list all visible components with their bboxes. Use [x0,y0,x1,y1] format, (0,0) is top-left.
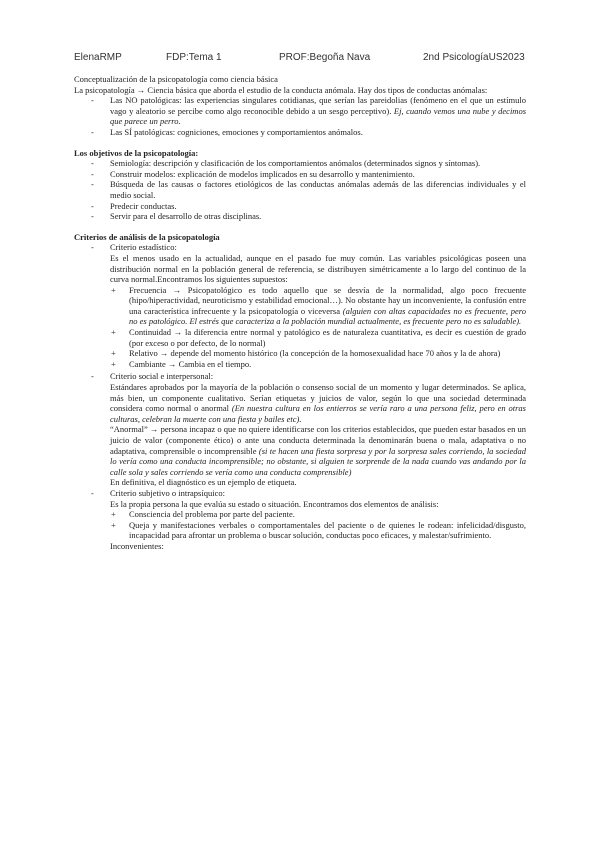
intro-title: Conceptualización de la psicopatología como ciencia básica [74,74,278,84]
list-item: - Predecir conductas. [74,201,526,212]
criterion-body: Es la propia persona la que evalúa su estado o situación. Encontramos dos elementos de análisis: [110,498,439,509]
criterion-label: - Criterio social e interpersonal: [74,371,526,382]
list-item: - Servir para el desarrollo de otras disciplinas. [74,211,526,222]
drawbacks-label: Inconvenientes: [110,540,164,551]
criterion-body [74,424,526,477]
list-item: + Continuidad → la diferencia entre normal y patológico es de naturaleza cuantitativa, es decir es cuestión de grado (por exceso o por defecto, de lo normal) [74,327,526,348]
criterion-body [74,382,526,424]
point-example: (alguien con altas capacidades no es frecuente, pero no es patológico. El estrés que caracteriza a la población mundial actualmente, es frecuente pero no es saludable). [129,305,526,327]
anormal-text: “Anormal” → persona incapaz o que no quiere identificarse con los criterios establecidos, que pueden estar basados en un juicio de valor (componente ético) o ante una conducta determinada la denominarán buena o mala, adaptativa o no adaptativa, comprensible o incomprensible [110,424,526,456]
anormal-example: (si te hacen una fiesta sorpresa y por la sorpresa sales corriendo, la sociedad lo vería como una conducta incomprensible; no obstante, si alguien te sorprende de la nada cuando vas andando por la calle sola y sales corriendo se vería como una conducta comprensible) [110,445,526,477]
objectives-title: Los objetivos de la psicopatología [74,147,196,158]
objectives-heading: Los objetivos de la psicopatología: [74,147,199,158]
professor-label: PROF:Begoña Nava [279,52,371,63]
list-item: + Consciencia del problema por parte del paciente. [74,509,526,520]
list-item [74,127,526,138]
subject-label: FDP:Tema 1 [166,52,222,63]
page-header [74,52,554,66]
document-body [74,74,526,552]
list-item: + Queja y manifestaciones verbales o comportamentales del paciente o de quienes le rodean: infelicidad/disgusto, incapacidad para afrontar un problema o buscar solución, conductas poco eficaces, y malestar/sufrimiento. [74,520,526,541]
list-item: - Construir modelos: explicación de modelos implicados en su desarrollo y mantenimiento. [74,169,526,180]
social-body: Estándares aprobados por la mayoría de la población o consenso social de un momento y lugar determinados. Se aplica, más bien, un componente cualitativo. Serían etiquetas y juicios de valor, según lo que una sociedad determinada considera como normal o anormal [110,382,526,414]
intro-definition: La psicopatología → Ciencia básica que aborda el estudio de la conducta anómala. Hay dos tipos de conductas anómalas: [74,84,488,95]
type-text: Las SÍ patológicas: cogniciones, emociones y comportamientos anómalos. [110,126,363,137]
criteria-heading: Criterios de análisis de la psicopatología [74,231,220,242]
criterion-label: - Criterio estadístico: [74,242,526,253]
author-label: ElenaRMP [74,52,122,63]
social-example: (En nuestra cultura en los entierros se vería raro a una persona feliz, pero en otras culturas, celebran la muerte con una fiesta y bailes etc). [110,403,526,424]
criterion-label: - Criterio subjetivo o intrapsíquico: [74,488,526,499]
list-item: - Búsqueda de las causas o factores etiológicos de las conductas anómalas además de las diferencias individuales y el medio social. [74,179,526,200]
list-item [74,95,526,127]
list-item: + Cambiante → Cambia en el tiempo. [74,359,526,370]
course-label: 2nd PsicologíaUS2023 [423,52,525,63]
list-item [74,285,526,327]
criterion-body: Es el menos usado en la actualidad, aunque en el pasado fue muy común. Las variables psicológicas poseen una distribución normal en la población general de referencia, se distribuyen simétricamente a lo largo del continuo de la curva normal.Encontramos los siguientes supuestos: [110,252,526,285]
type-text: Las NO patológicas: las experiencias singulares cotidianas, que serían las pareidolias (fenómeno en el que un estímulo vago y aleatorio se percibe como algo reconocible debido a un sesgo perceptivo). [110,95,526,116]
point-text: Frecuencia → Psicopatológico es todo aquello que se desvía de la normalidad, algo poco frecuente (hipo/hiperactividad, neuroticismo y estabilidad emocional…). No obstante hay un inconveniente, la confusión entre una característica infrecuente y la psicopatología o viceversa [129,284,526,316]
list-item: - Semiología: descripción y clasificación de los comportamientos anómalos (determinados signos y síntomas). [74,158,526,169]
list-item: + Relativo → depende del momento histórico (la concepción de la homosexualidad hace 70 años y la de ahora) [74,348,526,359]
type-example: Ej, cuando vemos una nube y decimos que parece un perro. [110,105,527,127]
social-conclusion: En definitiva, el diagnóstico es un ejemplo de etiqueta. [110,477,297,488]
